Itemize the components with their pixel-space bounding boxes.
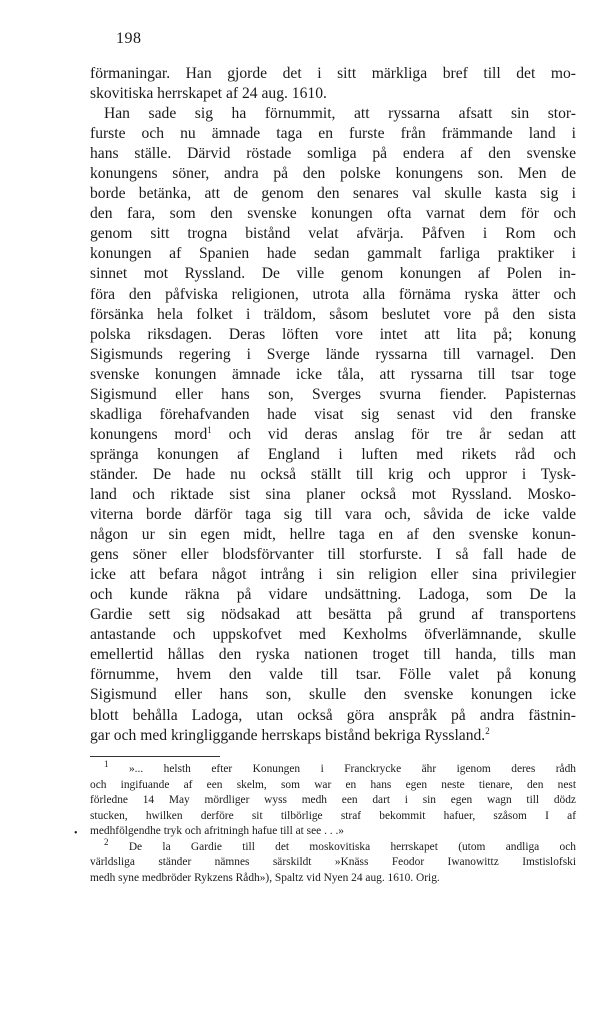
footnote-line: stucken, hwilken derföre sit tilbörlige straf bekommit hafuer, szåsom I af (90, 809, 576, 822)
footnote-divider (90, 756, 220, 757)
text-line: spränga konungen af England i luften med rikets råd och (90, 445, 576, 463)
text-line: icke att befara något intrång i sin religion eller sina privilegier (90, 566, 576, 584)
margin-mark: • (74, 828, 78, 839)
text-line: försänka hela folket i träldom, såsom beslutet vore på den sista (90, 305, 576, 323)
footnote-line (90, 759, 576, 778)
text-line: förnumme, hvem den valde till tsar. Fölle valet på konung (90, 666, 576, 684)
text-fragment: konungens mord (90, 425, 208, 443)
text-line-with-footnote-ref (90, 726, 576, 746)
text-line: den fara, som den svenske konungen ofta varnat dem för och (90, 205, 576, 223)
text-line: ständer. De hade nu också ställt till krig och uppror i Tysk- (90, 465, 576, 483)
text-line: furste och nu ämnade taga en furste från främmande land i (90, 125, 576, 143)
footnote-line: förledne 14 May mördliger wyss medh een dart i sin egen wagn till dödz (90, 794, 576, 806)
text-line: konungens söner, andra på den polske konungens son. Men de (90, 165, 576, 183)
text-line: hans ställe. Därvid röstade somliga på endera af den svenske (90, 145, 576, 163)
footnote-line: och ingifuande af een skelm, som war en hans egen neste tienare, den nest (90, 778, 576, 791)
text-line: genom sitt trogna bistånd velat afvärja. Påfven i Rom och (90, 225, 576, 243)
text-line: borde betänka, att de genom den senares val skulle kasta sig i (90, 185, 576, 203)
footnotes (90, 759, 576, 886)
text-line: Sigismund eller hans son, skulle den svenske konungen icke (90, 686, 576, 704)
footnote-line: medhfölgendhe tryk och afritningh hafue till at see . . .» (90, 825, 344, 837)
text-line: polska riksdagen. Deras löften vore intet att lita på; konung (90, 325, 576, 343)
text-line: blott behålla Ladoga, utan också göra anspråk på andra fästnin- (90, 706, 576, 724)
text-line: emellertid hållas den ryska nationen troget till handa, tills man (90, 646, 576, 664)
footnote-line: världsliga ständer nämnes särskildt »Knäss Feodor Iwanowittz Imstislofski (90, 856, 576, 868)
text-line: föra den påfviska religionen, utrota alla förnäma ryska ätter och (90, 285, 576, 303)
text-line: Sigismund eller hans son, Sverges svurna fiender. Papisternas (90, 385, 576, 403)
footnote-text: De la Gardie till det moskovitiska herrskapet (utom andliga och (128, 840, 576, 853)
page-number: 198 (116, 30, 142, 47)
text-line: förmaningar. Han gjorde det i sitt märkliga bref till det mo- (90, 65, 576, 82)
text-line: Gardie sett sig nödsakad att besätta på grund af transportens (90, 606, 576, 624)
text-line: skadliga förehafvanden hade visat sig senast vid den franske (90, 405, 576, 423)
text-line: konungen af Spanien hade sedan gammalt farliga praktiker i (90, 245, 576, 263)
text-line: Han sade sig ha förnummit, att ryssarna afsatt sin stor- (104, 105, 576, 123)
text-line: sinnet mot Ryssland. De ville genom konungen af Polen in- (90, 265, 576, 283)
footnote-ref-2: 2 (485, 725, 490, 736)
text-line: någon ur sin egen midt, hellre taga en af den svenske konun- (90, 526, 576, 544)
text-line-with-footnote-ref (90, 425, 576, 445)
text-line: viterna borde därför taga sig till vara och, såvida de icke valde (90, 506, 576, 524)
footnote-line: medh syne medbröder Rykzens Rådh»), Spaltz vid Nyen 24 aug. 1610. Orig. (90, 871, 440, 884)
footnote-number-2: 2 (104, 836, 109, 847)
text-fragment: gar och med kringliggande herrskaps bistånd bekriga Ryssland. (90, 726, 486, 744)
footnote-ref-1: 1 (207, 424, 212, 435)
text-line: och kunde räkna på vidare undsättning. Ladoga, som De la (90, 586, 576, 604)
body-text (90, 64, 576, 746)
text-line: Sigismunds regering i Sverge lände ryssarna till varnagel. Den (90, 345, 576, 363)
text-line: antastande och uppskofvet med Kexholms öfverlämnande, skulle (90, 626, 576, 644)
footnote-line (90, 836, 576, 856)
text-line: land och riktade sist sina planer också mot Ryssland. Mosko- (90, 485, 576, 503)
text-fragment: och vid deras anslag för tre år sedan att (228, 425, 577, 443)
text-line: svenske konungen ämnade icke tåla, att ryssarna till tsar toge (90, 365, 576, 383)
text-line: gens söner eller blodsförvanter till storfurste. I så fall hade de (90, 546, 576, 564)
footnote-number-1: 1 (104, 759, 109, 770)
footnote-text: »... helsth efter Konungen i Franckrycke ähr igenom deres rådh (128, 763, 576, 775)
text-line: skovitiska herrskapet af 24 aug. 1610. (90, 85, 327, 103)
